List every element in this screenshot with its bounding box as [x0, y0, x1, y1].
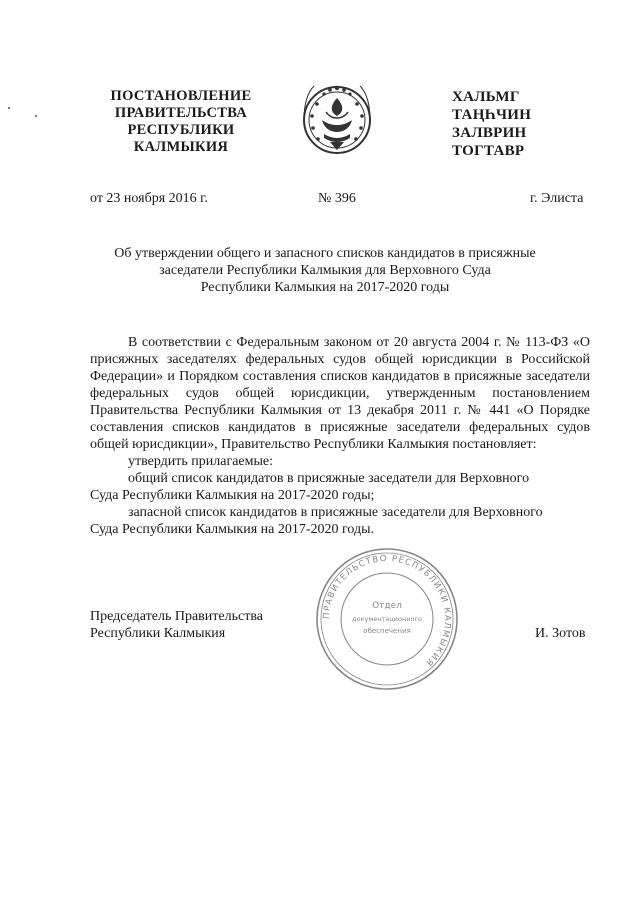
signatory-position-line: Республики Калмыкия	[90, 626, 226, 641]
signatory-position	[90, 608, 263, 642]
document-title	[100, 245, 550, 296]
issuer-heading-line: ПРАВИТЕЛЬСТВА	[114, 105, 248, 121]
list-item-reserve-line: Суда Республики Калмыкия на 2017-2020 годы.	[90, 522, 375, 537]
stamp-center-line: Отдел	[372, 601, 402, 611]
scan-speck	[35, 115, 37, 117]
official-stamp-icon	[312, 544, 462, 694]
issuer-heading-line: ТОГТАВР	[452, 143, 525, 159]
document-date: от 23 ноября 2016 г.	[90, 191, 208, 206]
document-body	[90, 334, 590, 538]
issuer-heading-line: ЗАЛВРИН	[452, 125, 527, 141]
title-line: Об утверждении общего и запасного списков кандидатов в присяжные	[114, 246, 536, 261]
title-line: Республики Калмыкия на 2017-2020 годы	[200, 280, 450, 295]
signatory-position-line: Председатель Правительства	[90, 609, 263, 624]
scan-speck	[8, 107, 10, 109]
list-item-reserve-line: запасной список кандидатов в присяжные заседатели для Верховного	[128, 505, 543, 520]
list-item-general-line: общий список кандидатов в присяжные заседатели для Верховного	[128, 471, 530, 486]
issuer-heading-line: ПОСТАНОВЛЕНИЕ	[110, 88, 252, 104]
issuer-heading-line: ХАЛЬМГ	[452, 89, 520, 105]
title-line: заседатели Республики Калмыкия для Верховного Суда	[159, 263, 491, 278]
document-city: г. Элиста	[530, 191, 584, 206]
issuer-heading-line: КАЛМЫКИЯ	[133, 139, 229, 155]
list-item-general-line: Суда Республики Калмыкия на 2017-2020 годы;	[90, 488, 375, 503]
stamp-center-line: документационного	[352, 615, 422, 623]
issuer-heading-russian	[96, 88, 266, 156]
decree-line: утвердить прилагаемые:	[128, 454, 274, 469]
stamp-ring-text: ПРАВИТЕЛЬСТВО РЕСПУБЛИКИ КАЛМЫКИЯ	[321, 553, 453, 668]
signatory-name: И. Зотов	[535, 626, 586, 641]
issuer-heading-line: ТАҢҺЧИН	[452, 107, 532, 123]
stamp-center-line: обеспечения	[363, 627, 411, 635]
kalmykia-coat-of-arms-icon	[300, 76, 374, 158]
document-number: № 396	[318, 191, 356, 206]
issuer-heading-line: РЕСПУБЛИКИ	[127, 122, 235, 138]
preamble-paragraph: В соответствии с Федеральным законом от 20 августа 2004 г. № 113-ФЗ «О присяжных заседателях федеральных судов общей юрисдикции в Российской Федерации» и Порядком составления списков кандидатов в присяжные заседатели федеральных судов общей юрисдикции, утвержденным постановлением Правительства Республики Калмыкия от 13 декабря 2011 г. № 441 «О Порядке составления списков кандидатов в присяжные заседатели федеральных судов общей юрисдикции», Правительство Республики Калмыкия постановляет:	[90, 335, 590, 452]
issuer-heading-kalmyk	[452, 88, 572, 160]
